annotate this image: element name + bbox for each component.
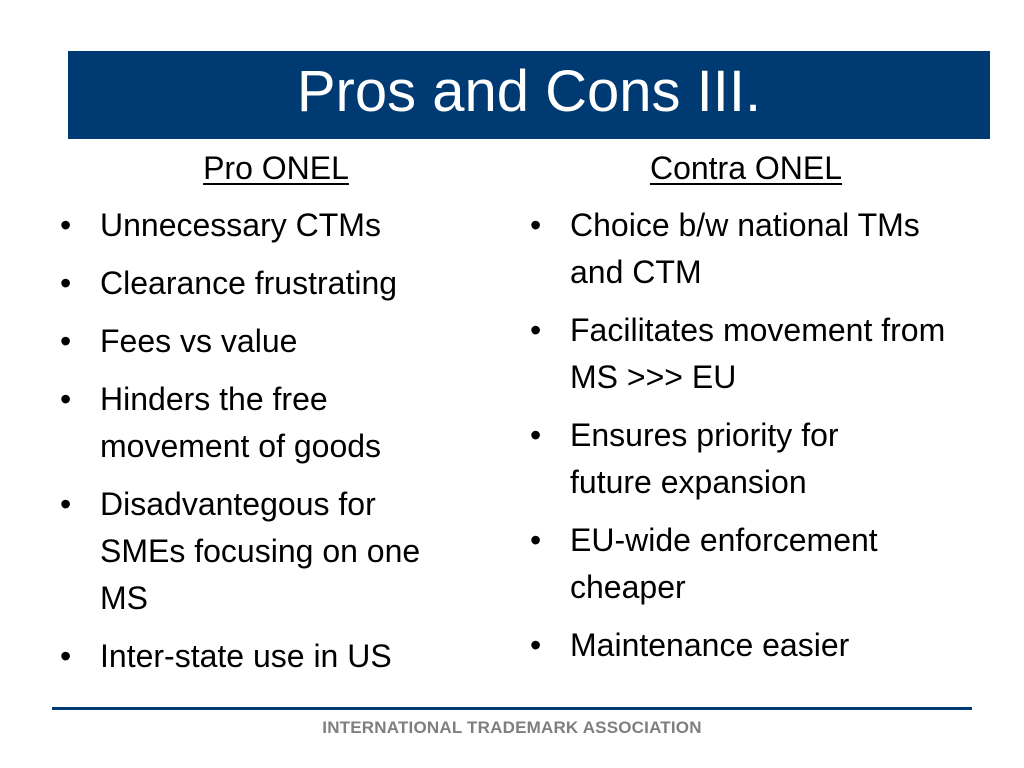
pro-list-item: • Inter-state use in US <box>52 633 502 680</box>
pro-column <box>52 148 502 691</box>
slide-title: Pros and Cons III. <box>296 59 762 124</box>
pro-list <box>52 202 502 680</box>
pro-list-item: • Fees vs value <box>52 318 502 365</box>
contra-heading: Contra ONEL <box>649 150 843 186</box>
title-bar <box>68 51 990 139</box>
contra-list-item: • Maintenance easier <box>522 622 972 669</box>
pro-list-item: • Disadvantegous for SMEs focusing on one MS <box>52 481 460 622</box>
pro-heading: Pro ONEL <box>203 150 349 186</box>
pro-list-item: • Hinders the free movement of goods <box>52 376 460 470</box>
contra-column <box>522 148 972 680</box>
pro-list-item: • Unnecessary CTMs <box>52 202 502 249</box>
footer-organization: INTERNATIONAL TRADEMARK ASSOCIATION <box>322 718 702 737</box>
contra-list-item: • Ensures priority for future expansion <box>522 412 920 506</box>
footer-divider <box>52 707 972 710</box>
contra-list-item: • EU-wide enforcement cheaper <box>522 517 965 611</box>
contra-list-item: • Choice b/w national TMs and CTM <box>522 202 930 296</box>
pro-list-item: • Clearance frustrating <box>52 260 502 307</box>
contra-list-item: • Facilitates movement from MS >>> EU <box>522 307 960 401</box>
contra-list <box>522 202 972 669</box>
